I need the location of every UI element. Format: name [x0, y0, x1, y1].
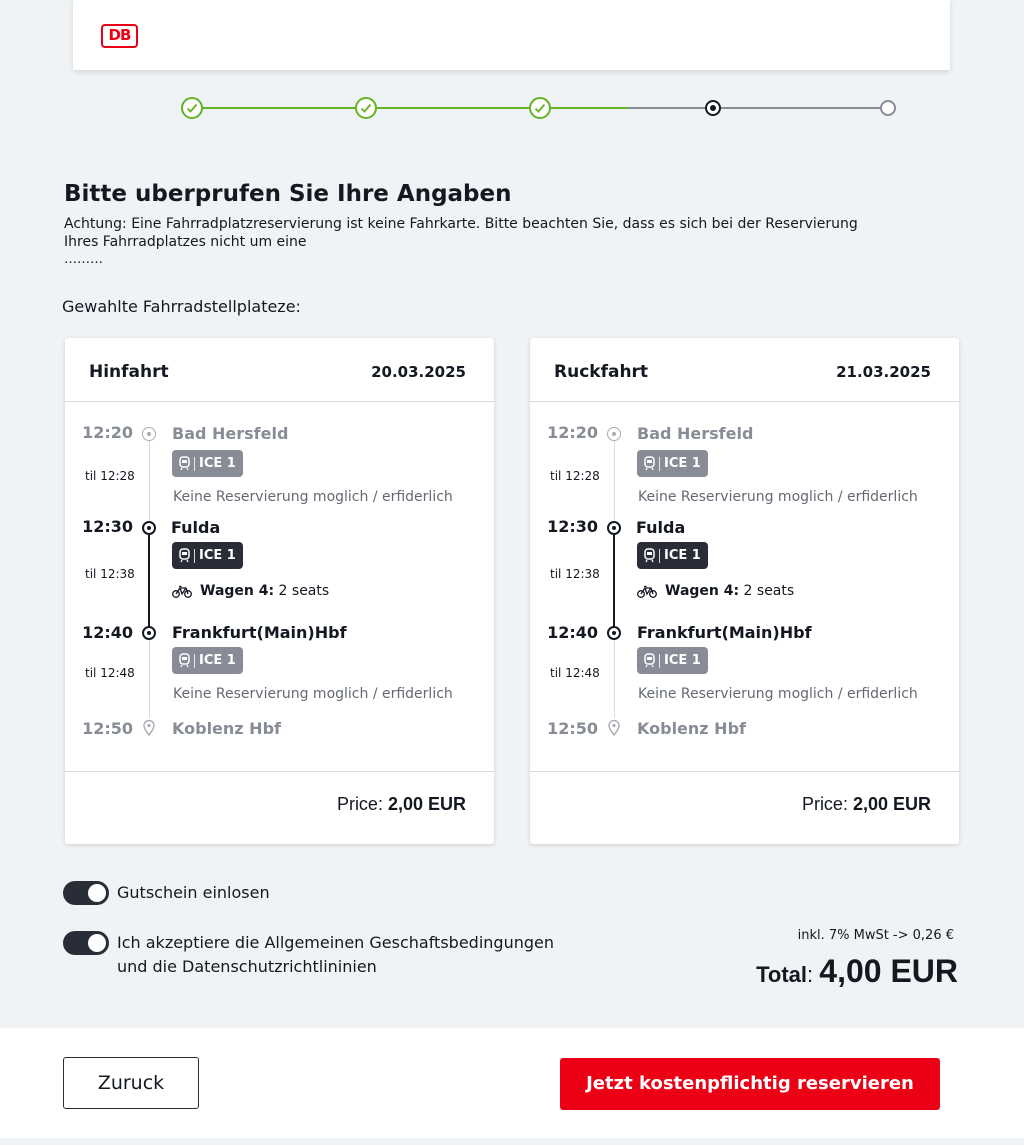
voucher-toggle[interactable]	[63, 881, 109, 905]
step-1-done-icon	[181, 97, 203, 119]
til-time: til 12:48	[85, 666, 135, 680]
terms-label-line1: Ich akzeptiere die Allgemeinen Geschaftsbedingungen	[117, 933, 554, 952]
card-price	[337, 794, 466, 815]
wagen-seats: 2 seats	[743, 583, 795, 599]
db-logo[interactable]: DB	[101, 24, 138, 48]
stop-station: Bad Hersfeld	[172, 424, 289, 443]
train-badge	[637, 647, 708, 674]
no-reservation-note: Keine Reservierung moglich / erfiderlich	[638, 489, 918, 505]
train-badge	[172, 647, 243, 674]
wagen-label: Wagen 4:	[200, 583, 275, 599]
wagen-label: Wagen 4:	[665, 583, 740, 599]
action-footer	[0, 1028, 1024, 1138]
train-name: ICE 1	[664, 653, 701, 668]
terms-toggle[interactable]	[63, 931, 109, 955]
card-price	[802, 794, 931, 815]
stop-node-icon	[607, 521, 621, 535]
stop-station: Koblenz Hbf	[637, 719, 746, 738]
selected-spaces-label: Gewahlte Fahrradstellplateze:	[62, 297, 301, 316]
train-icon	[179, 548, 190, 563]
outbound-card	[65, 338, 494, 844]
stop-node-icon	[607, 626, 621, 640]
til-time: til 12:38	[550, 567, 600, 581]
price-label: Price:	[336, 794, 388, 814]
train-name: ICE 1	[199, 456, 236, 471]
card-footer	[530, 772, 959, 843]
back-button[interactable]: Zuruck	[63, 1057, 199, 1109]
train-name: ICE 1	[664, 548, 701, 563]
timeline-line-selected	[148, 534, 150, 630]
train-badge	[637, 450, 708, 477]
journey-timeline	[530, 402, 959, 772]
voucher-toggle-label[interactable]: Gutschein einlosen	[117, 883, 270, 902]
destination-pin-icon	[143, 720, 155, 736]
train-badge	[172, 450, 243, 477]
train-name: ICE 1	[199, 548, 236, 563]
train-icon	[179, 653, 190, 668]
no-reservation-note: Keine Reservierung moglich / erfiderlich	[173, 489, 453, 505]
stop-time: 12:40	[82, 623, 133, 642]
card-direction: Hinfahrt	[89, 362, 169, 382]
stop-time: 12:30	[547, 517, 598, 536]
timeline-line	[614, 440, 615, 522]
til-time: til 12:28	[85, 469, 135, 483]
train-icon	[644, 456, 655, 471]
step-5-pending-icon	[880, 100, 896, 116]
train-badge	[637, 542, 708, 569]
destination-pin-icon	[608, 720, 620, 736]
card-footer	[65, 772, 494, 843]
bicycle-icon	[172, 585, 192, 598]
stop-time: 12:30	[82, 517, 133, 536]
notice-more[interactable]: ………	[64, 252, 103, 267]
timeline-line	[149, 640, 150, 718]
stop-time: 12:50	[547, 719, 598, 738]
card-header	[65, 338, 494, 402]
timeline-line	[149, 440, 150, 522]
step-2-done-icon	[355, 97, 377, 119]
timeline-line	[614, 640, 615, 718]
no-reservation-note: Keine Reservierung moglich / erfiderlich	[173, 686, 453, 702]
til-time: til 12:48	[550, 666, 600, 680]
reserve-button[interactable]: Jetzt kostenpflichtig reservieren	[560, 1058, 940, 1110]
price-value: 2,00 EUR	[387, 794, 466, 814]
terms-toggle-label[interactable]	[117, 931, 554, 979]
stop-station: Fulda	[636, 518, 686, 537]
card-date: 21.03.2025	[836, 363, 931, 381]
stop-station: Frankfurt(Main)Hbf	[172, 623, 347, 642]
train-badge	[172, 542, 243, 569]
step-4-current-icon	[705, 100, 721, 116]
total-value: 4,00 EUR	[819, 953, 958, 989]
til-time: til 12:28	[550, 469, 600, 483]
stop-time: 12:20	[82, 423, 133, 442]
step-3-done-icon	[529, 97, 551, 119]
stop-node-icon	[607, 427, 621, 441]
til-time: til 12:38	[85, 567, 135, 581]
train-name: ICE 1	[199, 653, 236, 668]
train-icon	[644, 653, 655, 668]
stepper-line-todo	[628, 107, 888, 109]
stop-station: Bad Hersfeld	[637, 424, 754, 443]
price-value: 2,00 EUR	[852, 794, 931, 814]
total-colon: :	[807, 962, 820, 987]
train-name: ICE 1	[664, 456, 701, 471]
return-card	[530, 338, 959, 844]
card-header	[530, 338, 959, 402]
card-date: 20.03.2025	[371, 363, 466, 381]
stop-time: 12:50	[82, 719, 133, 738]
stop-time: 12:40	[547, 623, 598, 642]
bike-wagen-info	[172, 583, 329, 599]
journey-timeline	[65, 402, 494, 772]
price-label: Price:	[801, 794, 853, 814]
page-title: Bitte uberprufen Sie Ihre Angaben	[64, 181, 512, 207]
stop-node-icon	[142, 427, 156, 441]
card-direction: Ruckfahrt	[554, 362, 649, 382]
notice-text: Achtung: Eine Fahrradplatzreservierung ist keine Fahrkarte. Bitte beachten Sie, dass es sich bei der Reservierung Ihres Fahrradplatzes nicht um eine	[64, 216, 858, 250]
train-icon	[644, 548, 655, 563]
wagen-seats: 2 seats	[278, 583, 330, 599]
stop-station: Frankfurt(Main)Hbf	[637, 623, 812, 642]
total-price	[756, 953, 958, 990]
train-icon	[179, 456, 190, 471]
progress-stepper	[0, 0, 1024, 140]
no-reservation-note: Keine Reservierung moglich / erfiderlich	[638, 686, 918, 702]
vat-info: inkl. 7% MwSt -> 0,26 €	[797, 928, 954, 943]
stop-station: Fulda	[171, 518, 221, 537]
terms-label-line2: und die Datenschutzrichtlininien	[117, 957, 377, 976]
bike-wagen-info	[637, 583, 794, 599]
stepper-line-done	[192, 107, 628, 109]
stop-node-icon	[142, 626, 156, 640]
timeline-line-selected	[613, 534, 615, 630]
bicycle-icon	[637, 585, 657, 598]
stop-time: 12:20	[547, 423, 598, 442]
total-label: Total	[756, 962, 808, 987]
stop-node-icon	[142, 521, 156, 535]
stop-station: Koblenz Hbf	[172, 719, 281, 738]
